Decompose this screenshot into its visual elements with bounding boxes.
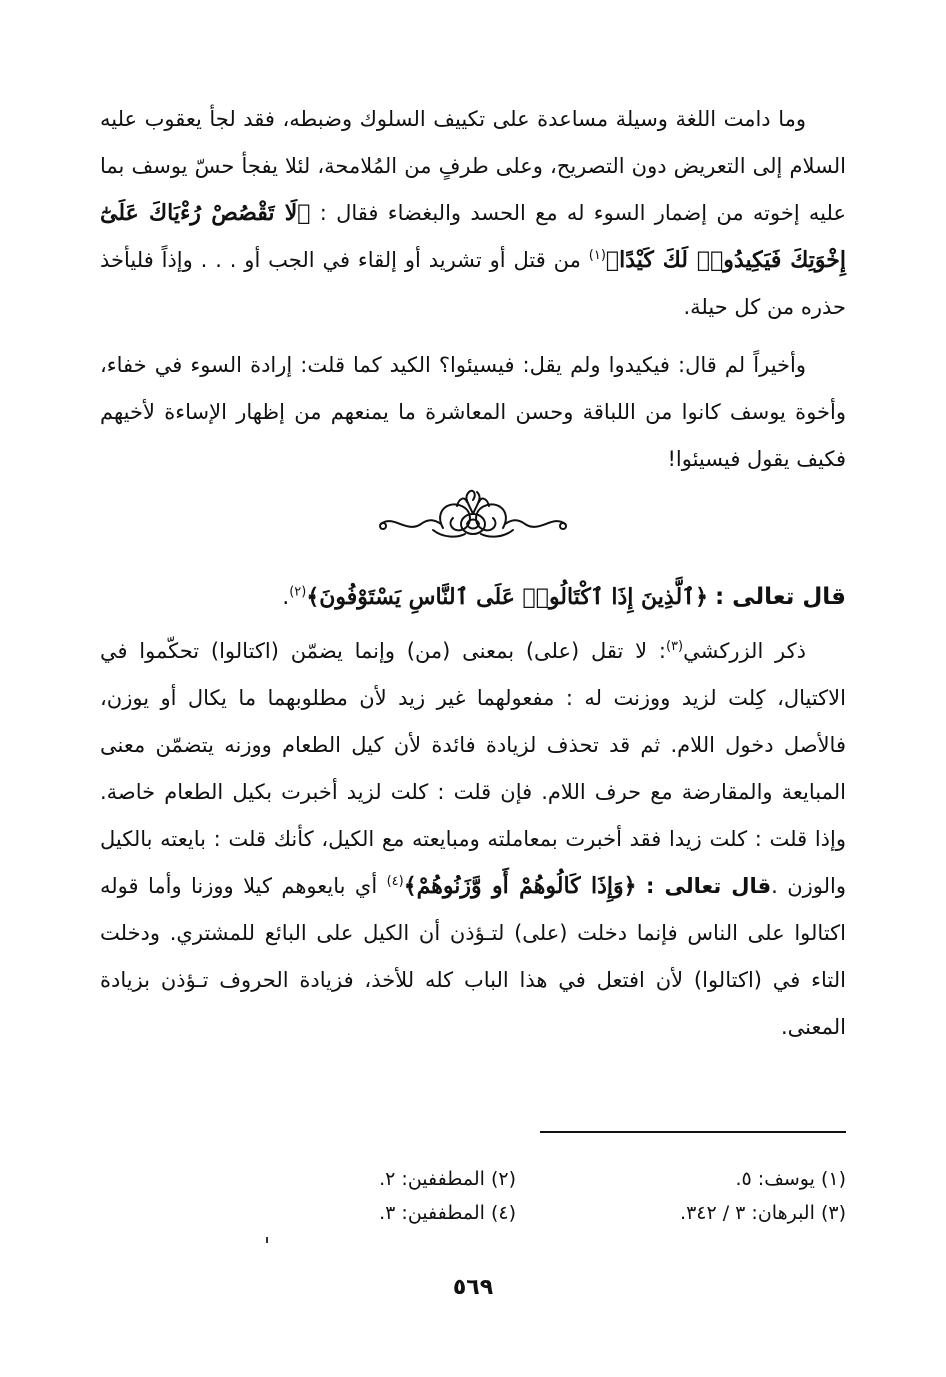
- footnote-1: [516, 1162, 846, 1196]
- footnote-ref-2: (٢): [289, 584, 307, 600]
- paragraph-kayd-meaning: [100, 342, 846, 483]
- footnote-text: المطففين: ٢.: [379, 1168, 485, 1190]
- paragraph-zarkashi: [100, 628, 846, 1051]
- footnote-ref-3: (٣): [665, 639, 684, 654]
- footnote-2: [186, 1162, 516, 1196]
- footnote-ref-4: (٤): [386, 874, 404, 889]
- paragraph-yusuf-plot: [100, 96, 846, 331]
- footnote-3: [516, 1196, 846, 1230]
- paragraph-text: من قتل أو تشريد أو إلقاء في الجب أو . . . وإذاً فليأخذ حذره من كل حيلة.: [100, 248, 846, 319]
- inline-bold-label: قال تعالى :: [646, 874, 772, 898]
- footnote-ref-1: (١): [588, 248, 606, 263]
- footnote-number: (٢): [490, 1168, 516, 1190]
- footnote-text: المطففين: ٣.: [379, 1202, 485, 1224]
- footnote-4: [186, 1196, 516, 1230]
- paragraph-text: ذكر الزركشي: [683, 639, 806, 663]
- heading-end: .: [282, 585, 290, 610]
- paragraph-text: : لا تقل (على) بمعنى (من) وإنما يضمّن (اكتالوا) تحكّموا في الاكتيال، كِلت لزيد ووزنت له : مفعولهما غير زيد لأن مطلوبهما ما يكال أو يوزن، فالأصل دخول اللام. ثم قد تحذف لزيادة فائدة لأن كيل الطعام ووزنه يتضمّن معنى المبايعة والمقارضة مع حرف اللام. فإن قلت : كلت لزيد أخبرت بكيل الطعام خاصة. وإذا قلت : كلت زيدا فقد أخبرت بمعاملته ومبايعته مع الكيل، كأنك قلت : بايعته بالكيل والوزن .: [100, 639, 847, 898]
- paragraph-text: وما دامت اللغة وسيلة مساعدة على تكييف السلوك وضبطه، فقد لجأ يعقوب عليه السلام إلى التعريض دون التصريح، وعلى طرفٍ من المُلامحة، لئلا يفجأ حسّ يوسف بما عليه إخوته من إضمار السوء له مع الحسد والبغضاء فقال :: [100, 107, 847, 225]
- footnote-text: يوسف: ٥.: [735, 1168, 815, 1190]
- decorative-divider-icon: [373, 484, 573, 548]
- footnote-text: البرهان: ٣ / ٣٤٢.: [680, 1202, 815, 1224]
- heading-label: قال تعالى :: [714, 584, 846, 610]
- print-speck: [266, 1237, 268, 1243]
- footnote-separator: [540, 1131, 846, 1133]
- paragraph-text: أي بايعوهم كيلا ووزنا وأما قوله اكتالوا على الناس فإنما دخلت (على) لتـؤذن أن الكيل على البائع للمشتري. ودخلت التاء في (اكتالوا) لأن افتعل في هذا الباب كله للأخذ، فزيادة الحروف تـؤذن بزيادة المعنى.: [100, 874, 846, 1039]
- page-number: ٥٦٩: [452, 1275, 494, 1300]
- footnote-row: [100, 1162, 846, 1196]
- quran-verse-yusuf-5: ﴿لَا تَقْصُصْ رُءْيَاكَ عَلَىٰٓ إِخْوَتِكَ فَيَكِيدُوا۟ لَكَ كَيْدًا﴾: [100, 200, 846, 273]
- footnote-number: (١): [820, 1168, 846, 1190]
- section-heading: [100, 572, 846, 623]
- paragraph-text: وأخيراً لم قال: فيكيدوا ولم يقل: فيسيئوا؟ الكيد كما قلت: إرادة السوء في خفاء، وأخوة يوسف كانوا من اللباقة وحسن المعاشرة ما يمنعهم من إظهار الإساءة لأخيهم فكيف يقول فيسيئوا!: [100, 353, 846, 471]
- quran-verse-mutaffifin-2: ﴿ٱلَّذِينَ إِذَا ٱكْتَالُوا۟ عَلَى ٱلنَّاسِ يَسْتَوْفُونَ﴾: [306, 584, 708, 610]
- footnote-number: (٣): [820, 1202, 846, 1224]
- quran-verse-mutaffifin-3: ﴿وَإِذَا كَالُوهُمْ أَو وَّزَنُوهُمْ﴾: [403, 873, 637, 899]
- footnote-number: (٤): [490, 1202, 516, 1224]
- footnotes: [100, 1162, 846, 1230]
- footnote-row: [100, 1196, 846, 1230]
